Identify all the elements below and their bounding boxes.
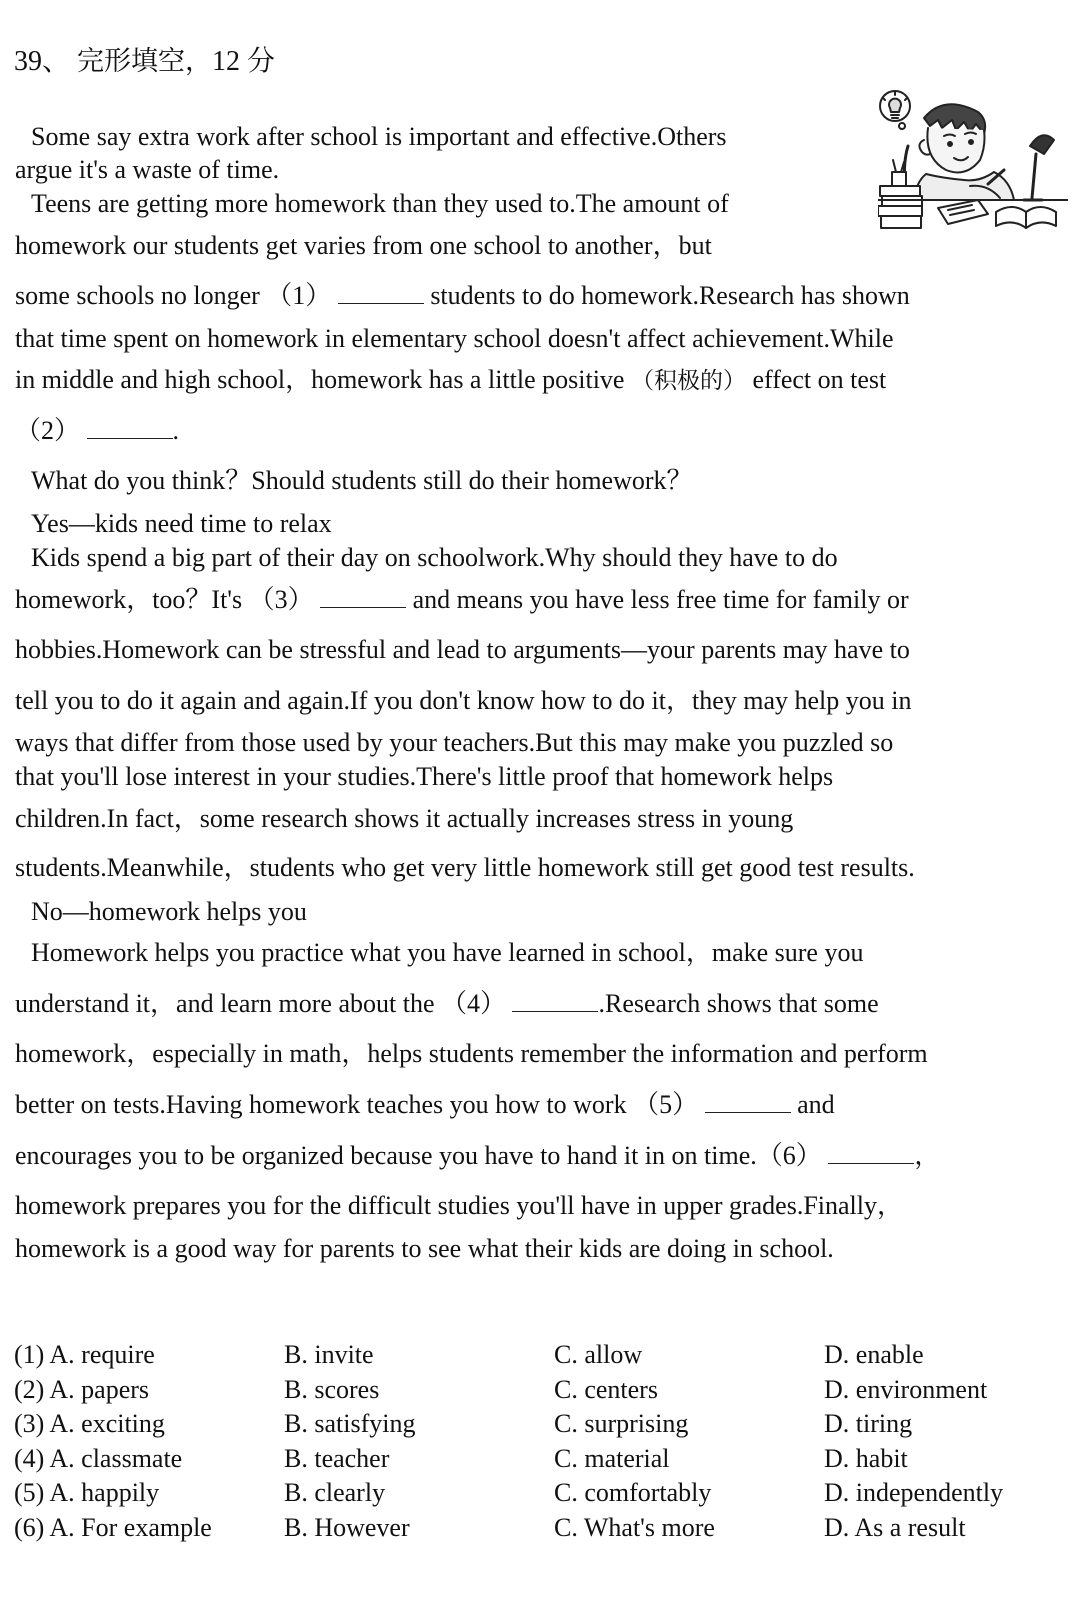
option-d[interactable]: D. tiring xyxy=(824,1409,913,1438)
option-c[interactable]: C. What's more xyxy=(554,1512,715,1542)
passage-line xyxy=(15,988,879,1020)
passage-line: ways that differ from those used by your teachers.But this may make you puzzled so xyxy=(15,728,894,757)
option-a[interactable]: (1) A. require xyxy=(14,1340,155,1369)
passage-line: homework our students get varies from one school to another，but xyxy=(15,231,712,260)
passage-text: some schools no longer （1） xyxy=(15,281,332,310)
passage-text: and means you have less free time for family or xyxy=(412,585,909,614)
passage-text: students to do homework.Research has shown xyxy=(430,281,910,310)
blank-1[interactable] xyxy=(338,281,424,304)
option-c[interactable]: C. allow xyxy=(554,1340,643,1369)
option-b[interactable]: B. satisfying xyxy=(284,1409,416,1438)
passage-line: What do you think？Should students still do their homework？ xyxy=(31,466,693,495)
question-score: 12 分 xyxy=(212,46,276,77)
option-d[interactable]: D. environment xyxy=(824,1374,988,1404)
option-c[interactable]: C. surprising xyxy=(554,1409,689,1438)
passage-line: that time spent on homework in elementary school doesn't affect achievement.While xyxy=(15,324,894,353)
passage-line xyxy=(15,364,886,397)
option-d[interactable]: D. enable xyxy=(824,1340,924,1369)
option-a[interactable]: (5) A. happily xyxy=(14,1478,160,1507)
passage-text: in middle and high school，homework has a little positive xyxy=(15,365,625,394)
passage-text: encourages you to be organized because you have to hand it in on time.（6） xyxy=(15,1141,822,1170)
option-c[interactable]: C. material xyxy=(554,1443,670,1473)
answer-options xyxy=(14,1338,1064,1545)
passage-text: homework，too？It's （3） xyxy=(15,585,314,614)
passage-line xyxy=(15,584,909,616)
blank-6[interactable] xyxy=(828,1141,914,1164)
option-row-5 xyxy=(14,1476,1064,1511)
option-b[interactable]: B. scores xyxy=(284,1374,380,1404)
passage-line: Teens are getting more homework than they used to.The amount of xyxy=(31,189,729,218)
passage-text: ， xyxy=(914,1141,941,1170)
passage-text: .Research shows that some xyxy=(598,989,879,1018)
passage-line xyxy=(15,1089,835,1121)
blank-2[interactable] xyxy=(87,416,173,439)
passage-text: effect on test xyxy=(752,365,887,394)
option-d[interactable]: D. As a result xyxy=(824,1512,966,1542)
passage-text: understand it，and learn more about the （4） xyxy=(15,989,506,1018)
passage-line: tell you to do it again and again.If you don't know how to do it，they may help you in xyxy=(15,686,912,715)
passage-line xyxy=(15,1140,940,1172)
question-type: 完形填空， xyxy=(77,46,213,77)
passage-line: hobbies.Homework can be stressful and lead to arguments—your parents may have to xyxy=(15,635,910,664)
passage-line: that you'll lose interest in your studies.There's little proof that homework helps xyxy=(15,762,834,791)
option-b[interactable]: B. clearly xyxy=(284,1478,386,1507)
passage-line xyxy=(15,280,910,312)
passage-line: Homework helps you practice what you have learned in school，make sure you xyxy=(31,938,864,967)
blank-4[interactable] xyxy=(512,989,598,1012)
passage-text: and xyxy=(797,1090,835,1119)
option-row-2 xyxy=(14,1373,1064,1408)
section-heading-no: No—homework helps you xyxy=(31,897,307,926)
passage-line: homework prepares you for the difficult studies you'll have in upper grades.Finally， xyxy=(15,1191,903,1220)
option-row-3 xyxy=(14,1407,1064,1442)
passage-line: children.In fact，some research shows it actually increases stress in young xyxy=(15,804,794,833)
passage-text: better on tests.Having homework teaches you how to work （5） xyxy=(15,1090,699,1119)
passage-line: homework is a good way for parents to see what their kids are doing in school. xyxy=(15,1234,834,1263)
passage-line: argue it's a waste of time. xyxy=(15,155,280,184)
option-c[interactable]: C. comfortably xyxy=(554,1478,712,1507)
option-b[interactable]: B. invite xyxy=(284,1340,374,1369)
option-d[interactable]: D. independently xyxy=(824,1478,1004,1507)
passage-line: Some say extra work after school is important and effective.Others xyxy=(31,122,727,151)
option-b[interactable]: B. However xyxy=(284,1512,410,1542)
passage-line xyxy=(15,415,179,447)
passage-line: Kids spend a big part of their day on schoolwork.Why should they have to do xyxy=(31,543,838,572)
section-heading-yes: Yes—kids need time to relax xyxy=(31,509,332,538)
passage-line: students.Meanwhile，students who get very little homework still get good test results. xyxy=(15,853,915,882)
passage-line: homework，especially in math，helps students remember the information and perform xyxy=(15,1039,928,1068)
blank-5[interactable] xyxy=(705,1090,791,1113)
blank-3[interactable] xyxy=(320,585,406,608)
option-row-6 xyxy=(14,1511,1064,1546)
passage-text: （2） xyxy=(15,416,81,445)
option-row-1 xyxy=(14,1338,1064,1373)
option-row-4 xyxy=(14,1442,1064,1477)
option-c[interactable]: C. centers xyxy=(554,1374,658,1404)
passage-text: . xyxy=(172,416,180,445)
option-a[interactable]: (2) A. papers xyxy=(14,1374,150,1404)
chinese-gloss: （积极的） xyxy=(630,368,746,394)
question-title xyxy=(14,42,275,82)
option-a[interactable]: (6) A. For example xyxy=(14,1512,212,1542)
option-b[interactable]: B. teacher xyxy=(284,1443,390,1473)
option-d[interactable]: D. habit xyxy=(824,1443,908,1473)
option-a[interactable]: (4) A. classmate xyxy=(14,1443,183,1473)
option-a[interactable]: (3) A. exciting xyxy=(14,1409,165,1438)
student-studying-illustration xyxy=(878,88,1068,238)
question-number: 39、 xyxy=(14,46,71,77)
